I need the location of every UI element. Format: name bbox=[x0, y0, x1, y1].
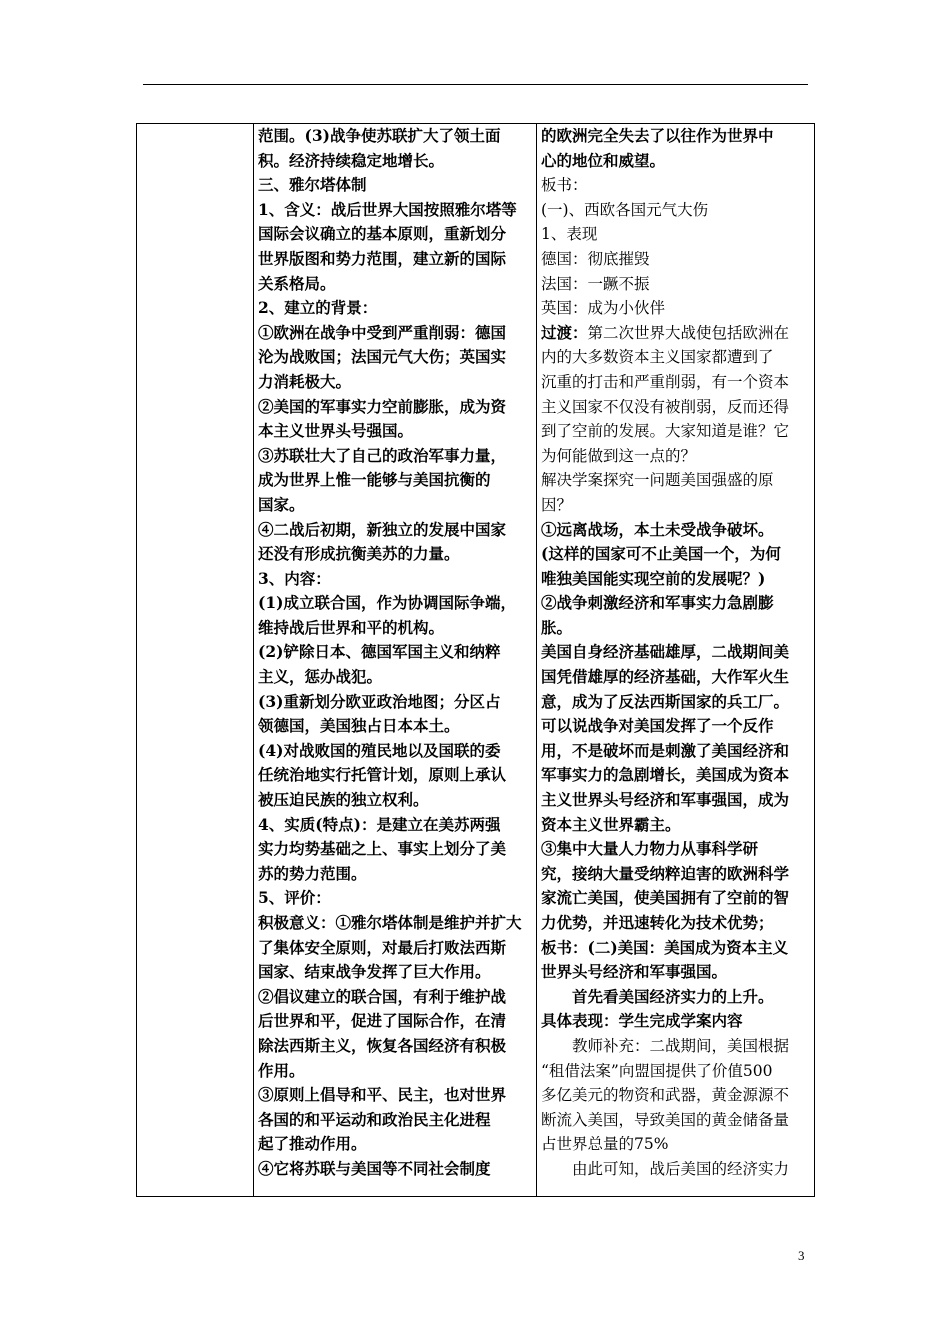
line-text: 国凭借雄厚的经济基础，大作军火生 bbox=[541, 667, 790, 687]
text-line bbox=[541, 591, 809, 616]
line-text: ③原则上倡导和平、民主，也对世界 bbox=[258, 1085, 507, 1105]
lesson-plan-table bbox=[136, 123, 815, 1197]
text-line bbox=[541, 1083, 809, 1108]
line-text: ④它将苏联与美国等不同社会制度 bbox=[258, 1158, 491, 1178]
text-line bbox=[258, 1009, 531, 1034]
line-text: 多亿美元的物资和武器，黄金源源不 bbox=[541, 1086, 790, 1105]
text-line bbox=[541, 1108, 809, 1133]
text-line bbox=[258, 370, 531, 395]
line-text: (4)对战败国的殖民地以及国联的委 bbox=[258, 740, 501, 760]
text-line bbox=[258, 198, 531, 223]
text-line bbox=[541, 1132, 809, 1157]
text-line bbox=[541, 468, 809, 493]
line-text: 积极意义：①雅尔塔体制是维护并扩大 bbox=[258, 913, 522, 932]
text-line bbox=[541, 936, 809, 961]
line-text: (3)重新划分欧亚政治地图；分区占 bbox=[258, 691, 501, 711]
text-line bbox=[258, 714, 531, 739]
text-line bbox=[541, 960, 809, 985]
text-line bbox=[258, 173, 531, 198]
page-number: 3 bbox=[798, 1248, 805, 1263]
line-text: 断流入美国，导致美国的黄金储备量 bbox=[541, 1110, 790, 1129]
line-text: ①远离战场，本土未受战争破坏。 bbox=[541, 519, 774, 539]
line-text: (这样的国家可不止美国一个，为何 bbox=[541, 544, 781, 564]
text-line bbox=[541, 272, 809, 297]
line-text: 主义，惩办战犯。 bbox=[258, 667, 383, 687]
line-text: 板书： bbox=[541, 176, 588, 195]
line-text: 到了空前的发展。大家知道是谁？它 bbox=[541, 422, 790, 441]
line-text: 主义国家不仅没有被削弱，反而还得 bbox=[541, 397, 790, 416]
line-text: 第二次世界大战使包括欧洲在 bbox=[587, 323, 790, 342]
line-text: 沦为战败国；法国元气大伤；英国实 bbox=[258, 347, 507, 367]
line-text: 三、雅尔塔体制 bbox=[258, 175, 367, 195]
text-line bbox=[541, 542, 809, 567]
text-line bbox=[258, 493, 531, 518]
line-text: 领德国，美国独占日本本土。 bbox=[258, 716, 460, 736]
text-line bbox=[541, 1157, 809, 1182]
text-line bbox=[258, 444, 531, 469]
line-text: 具体表现：学生完成学案内容 bbox=[541, 1011, 743, 1031]
line-text: 内的大多数资本主义国家都遭到了 bbox=[541, 348, 774, 367]
line-text: ③苏联壮大了自己的政治军事力量， bbox=[258, 445, 507, 465]
text-line bbox=[541, 813, 809, 838]
line-text: 成为世界上惟一能够与美国抗衡的 bbox=[258, 470, 491, 490]
line-text: 积。经济持续稳定地增长。 bbox=[258, 150, 445, 170]
line-text: 1、含义：战后世界大国按照雅尔塔等 bbox=[258, 199, 517, 219]
text-line bbox=[258, 1157, 531, 1182]
text-line bbox=[258, 813, 531, 838]
text-line bbox=[258, 960, 531, 985]
text-line bbox=[258, 1132, 531, 1157]
text-line bbox=[258, 665, 531, 690]
line-text: 家流亡美国，使美国拥有了空前的智 bbox=[541, 888, 790, 908]
text-line bbox=[258, 419, 531, 444]
text-line bbox=[258, 788, 531, 813]
line-text: 由此可知，战后美国的经济实力 bbox=[572, 1159, 790, 1178]
text-line bbox=[541, 173, 809, 198]
text-line bbox=[541, 763, 809, 788]
text-line bbox=[541, 837, 809, 862]
text-line bbox=[258, 886, 531, 911]
text-line bbox=[541, 640, 809, 665]
text-line bbox=[541, 714, 809, 739]
text-line bbox=[541, 665, 809, 690]
line-text: 任统治地实行托管计划，原则上承认 bbox=[258, 765, 507, 785]
text-line bbox=[258, 640, 531, 665]
text-line bbox=[541, 124, 809, 149]
text-line bbox=[541, 222, 809, 247]
stage-cell bbox=[137, 124, 254, 1197]
text-line bbox=[258, 247, 531, 272]
line-text: ②战争刺激经济和军事实力急剧膨 bbox=[541, 593, 774, 613]
text-line bbox=[541, 296, 809, 321]
line-text: 因？ bbox=[541, 495, 573, 514]
text-line bbox=[258, 911, 531, 936]
text-line bbox=[258, 542, 531, 567]
text-line bbox=[258, 518, 531, 543]
text-line bbox=[258, 837, 531, 862]
line-text: 资本主义世界霸主。 bbox=[541, 814, 681, 834]
line-text: 5、评价： bbox=[258, 888, 331, 908]
line-text: 唯独美国能实现空前的发展呢？) bbox=[541, 568, 766, 588]
line-text: 国家、结束战争发挥了巨大作用。 bbox=[258, 962, 491, 982]
line-text: 3、内容： bbox=[258, 568, 331, 588]
line-text: 世界头号经济和军事强国。 bbox=[541, 962, 728, 982]
text-line bbox=[258, 1034, 531, 1059]
line-text: 力消耗极大。 bbox=[258, 371, 352, 391]
line-text: 首先看美国经济实力的上升。 bbox=[572, 986, 774, 1006]
line-text: 英国：成为小伙伴 bbox=[541, 299, 666, 318]
activity-cell bbox=[537, 124, 815, 1197]
line-text: 关系格局。 bbox=[258, 273, 336, 293]
line-text: 维持战后世界和平的机构。 bbox=[258, 617, 445, 637]
line-text: 意，成为了反法西斯国家的兵工厂。 bbox=[541, 691, 790, 711]
text-line bbox=[258, 395, 531, 420]
line-text: 心的地位和威望。 bbox=[541, 150, 666, 170]
lead-label: 过渡： bbox=[541, 322, 588, 342]
line-text: 范围。(3)战争使苏联扩大了领土面 bbox=[258, 126, 501, 145]
text-line bbox=[541, 739, 809, 764]
text-line bbox=[258, 862, 531, 887]
line-text: 起了推动作用。 bbox=[258, 1134, 367, 1154]
line-text: 后世界和平，促进了国际合作，在清 bbox=[258, 1011, 507, 1031]
text-line bbox=[258, 296, 531, 321]
line-text: 主义世界头号经济和军事强国，成为 bbox=[541, 790, 790, 810]
text-line bbox=[541, 370, 809, 395]
line-text: 可以说战争对美国发挥了一个反作 bbox=[541, 716, 774, 736]
text-line bbox=[258, 468, 531, 493]
line-text: 占世界总量的75% bbox=[541, 1135, 669, 1154]
line-text: 沉重的打击和严重削弱，有一个资本 bbox=[541, 372, 790, 391]
line-text: (2)铲除日本、德国军国主义和纳粹 bbox=[258, 642, 501, 662]
text-line bbox=[541, 518, 809, 543]
line-text: 了集体安全原则，对最后打败法西斯 bbox=[258, 937, 507, 957]
text-line bbox=[541, 985, 809, 1010]
line-text: 2、建立的背景： bbox=[258, 298, 378, 318]
line-text: 美国自身经济基础雄厚，二战期间美 bbox=[541, 642, 790, 662]
line-text: 被压迫民族的独立权利。 bbox=[258, 790, 429, 810]
text-line bbox=[258, 690, 531, 715]
line-text: 国家。 bbox=[258, 494, 305, 514]
line-text: “租借法案”向盟国提供了价值500 bbox=[541, 1061, 773, 1080]
line-text: ②美国的军事实力空前膨胀，成为资 bbox=[258, 396, 507, 416]
line-text: ②倡议建立的联合国，有利于维护战 bbox=[258, 986, 507, 1006]
text-line bbox=[258, 1059, 531, 1084]
line-text: 法国：一蹶不振 bbox=[541, 274, 650, 293]
line-text: 作用。 bbox=[258, 1060, 305, 1080]
text-line bbox=[541, 321, 809, 346]
line-text: 苏的势力范围。 bbox=[258, 863, 367, 883]
line-text: 德国：彻底摧毁 bbox=[541, 249, 650, 268]
text-line bbox=[541, 1034, 809, 1059]
text-line bbox=[258, 763, 531, 788]
text-line bbox=[258, 272, 531, 297]
text-line bbox=[541, 1009, 809, 1034]
header-rule bbox=[143, 84, 808, 85]
text-line bbox=[258, 567, 531, 592]
text-line bbox=[541, 247, 809, 272]
text-line bbox=[541, 567, 809, 592]
line-text: 本主义世界头号强国。 bbox=[258, 421, 414, 441]
line-text: ④二战后初期，新独立的发展中国家 bbox=[258, 519, 507, 539]
table-row bbox=[137, 124, 815, 1197]
line-text: (1)成立联合国，作为协调国际争端， bbox=[258, 593, 516, 613]
text-line bbox=[541, 1059, 809, 1084]
text-line bbox=[258, 739, 531, 764]
text-line bbox=[541, 149, 809, 174]
text-line bbox=[258, 222, 531, 247]
text-line bbox=[258, 345, 531, 370]
line-text: 实力均势基础之上、事实上划分了美 bbox=[258, 839, 507, 859]
text-line bbox=[541, 616, 809, 641]
line-text: 的欧洲完全失去了以往作为世界中 bbox=[541, 126, 774, 145]
line-text: 1、表现 bbox=[541, 225, 598, 244]
text-line bbox=[541, 911, 809, 936]
text-line bbox=[258, 591, 531, 616]
line-text: 4、实质(特点)：是建立在美苏两强 bbox=[258, 814, 501, 834]
text-line bbox=[258, 985, 531, 1010]
line-text: 教师补充：二战期间，美国根据 bbox=[572, 1036, 790, 1055]
text-line bbox=[258, 936, 531, 961]
line-text: 用，不是破坏而是刺激了美国经济和 bbox=[541, 740, 790, 760]
text-line bbox=[541, 862, 809, 887]
line-text: 世界版图和势力范围，建立新的国际 bbox=[258, 248, 507, 268]
text-line bbox=[541, 788, 809, 813]
line-text: 板书：(二)美国：美国成为资本主义 bbox=[541, 937, 789, 957]
text-line bbox=[541, 395, 809, 420]
text-line bbox=[541, 690, 809, 715]
text-line bbox=[541, 345, 809, 370]
text-line bbox=[541, 444, 809, 469]
text-line bbox=[258, 616, 531, 641]
line-text: 各国的和平运动和政治民主化进程 bbox=[258, 1109, 491, 1129]
line-text: 为何能做到这一点的？ bbox=[541, 446, 697, 465]
text-line bbox=[258, 149, 531, 174]
text-line bbox=[258, 321, 531, 346]
line-text: (一)、西欧各国元气大伤 bbox=[541, 200, 709, 219]
line-text: 除法西斯主义，恢复各国经济有积极 bbox=[258, 1035, 507, 1055]
text-line bbox=[541, 886, 809, 911]
content-cell bbox=[254, 124, 537, 1197]
text-line bbox=[541, 419, 809, 444]
text-line bbox=[258, 1108, 531, 1133]
line-text: ①欧洲在战争中受到严重削弱：德国 bbox=[258, 322, 507, 342]
text-line bbox=[541, 198, 809, 223]
text-line bbox=[258, 124, 531, 149]
line-text: 究，接纳大量受纳粹迫害的欧洲科学 bbox=[541, 863, 790, 883]
line-text: 军事实力的急剧增长，美国成为资本 bbox=[541, 765, 790, 785]
text-line bbox=[541, 493, 809, 518]
line-text: 还没有形成抗衡美苏的力量。 bbox=[258, 544, 460, 564]
line-text: ③集中大量人力物力从事科学研 bbox=[541, 839, 759, 859]
line-text: 胀。 bbox=[541, 617, 573, 637]
line-text: 国际会议确立的基本原则，重新划分 bbox=[258, 224, 507, 244]
line-text: 解决学案探究一问题美国强盛的原 bbox=[541, 471, 774, 490]
text-line bbox=[258, 1083, 531, 1108]
line-text: 力优势，并迅速转化为技术优势； bbox=[541, 913, 774, 932]
